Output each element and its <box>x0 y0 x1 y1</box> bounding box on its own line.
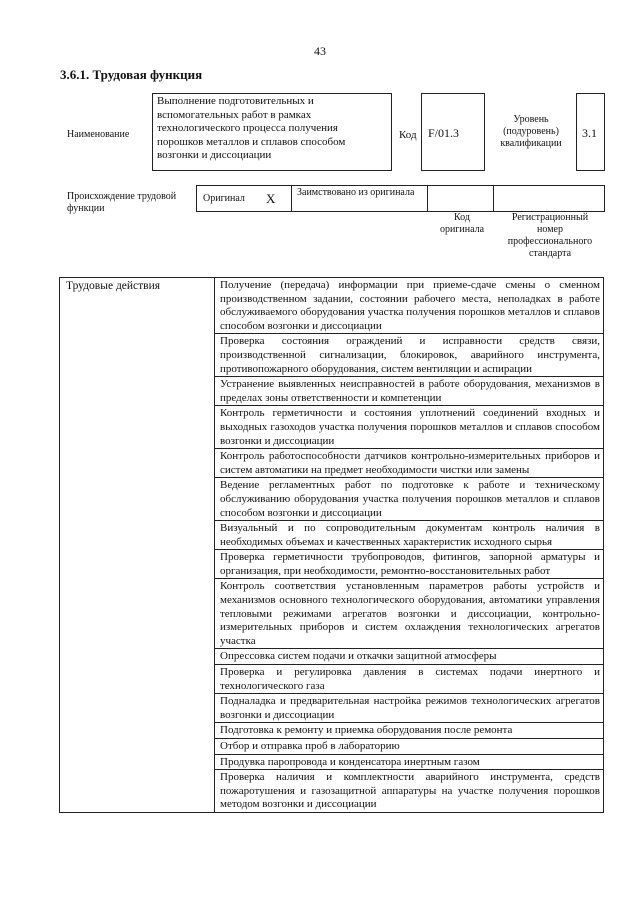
labor-action-item: Проверка и регулировка давления в системах подачи инертного и технологического газа <box>215 665 604 694</box>
labor-action-item: Подналадка и предварительная настройка режимов технологических агрегатов возгонки и диссоциации <box>215 694 604 723</box>
code-box <box>421 93 485 171</box>
name-label: Наименование <box>67 129 130 140</box>
labor-action-row <box>60 278 604 334</box>
original-label: Оригинал <box>203 193 245 204</box>
original-box <box>196 185 292 212</box>
labor-action-item: Ведение регламентных работ по подготовке к работе и техническому обслуживанию оборудования участка получения порошков металлов и сплавов способом возгонки и диссоциации <box>215 478 604 521</box>
labor-action-item: Проверка герметичности трубопроводов, фитингов, запорной арматуры и организация, при необходимости, ремонтно-восстановительных работ <box>215 550 604 579</box>
labor-action-item: Продувка паропровода и конденсатора инертным газом <box>215 754 604 770</box>
labor-action-item: Подготовка к ремонту и приемка оборудования после ремонта <box>215 723 604 739</box>
level-value: 3.1 <box>582 126 597 140</box>
labor-action-item: Контроль герметичности и состояния уплотнений соединений входных и выходных газоходов участка получения порошков металлов и сплавов способом возгонки и диссоциации <box>215 406 604 449</box>
code-value: F/01.3 <box>428 126 460 140</box>
level-box <box>576 93 605 171</box>
origin-label: Происхождение трудовой функции <box>67 191 177 214</box>
origin-code-caption: Код оригинала <box>439 212 485 235</box>
labor-action-item: Получение (передача) информации при приеме-сдаче смены о сменном производственном задании, состоянии рабочего места, неполадках в работе обслуживаемого оборудования участка получения порошков металлов и сплавов способом возгонки и диссоциации <box>215 278 604 334</box>
section-title: 3.6.1. Трудовая функция <box>60 67 203 82</box>
labor-actions-table <box>59 277 604 813</box>
labor-action-item: Визуальный и по сопроводительным документам контроль наличия в необходимых объемах и качественных характеристик исходного сырья <box>215 521 604 550</box>
labor-action-item: Отбор и отправка проб в лабораторию <box>215 739 604 755</box>
labor-action-item: Контроль работоспособности датчиков контрольно-измерительных приборов и систем автоматики на предмет необходимости чистки или замены <box>215 449 604 478</box>
original-mark: X <box>266 191 276 206</box>
labor-actions-body <box>60 278 604 813</box>
page-number: 43 <box>314 44 326 58</box>
registration-number-box <box>493 185 605 212</box>
registration-number-caption: Регистрационный номер профессионального стандарта <box>507 212 593 259</box>
labor-action-item: Проверка состояния ограждений и исправности средств связи, производственной сигнализации, блокировок, аварийного инструмента, противопожарного оборудования, систем вентиляции и аспирации <box>215 334 604 377</box>
function-name-box <box>152 93 392 171</box>
labor-action-item: Опрессовка систем подачи и откачки защитной атмосферы <box>215 649 604 665</box>
code-label: Код <box>399 129 417 141</box>
labor-action-item: Устранение выявленных неисправностей в работе оборудования, механизмов в пределах зоны ответственности и компетенции <box>215 377 604 406</box>
labor-action-item: Контроль соответствия установленным параметров работы устройств и механизмов основного технологического оборудования, автоматики управления тепловыми режимами агрегатов возгонки и диссоциации, контрольно-измерительных приборов и систем охлаждения технологических агрегатов участка <box>215 579 604 649</box>
labor-action-item: Проверка наличия и комплектности аварийного инструмента, средств пожаротушения и газозащитной аппаратуры на участке получения порошков методом возгонки и диссоциации <box>215 770 604 813</box>
origin-code-box <box>427 185 494 212</box>
function-name: Выполнение подготовительных и вспомогательных работ в рамках технологического процесса получения порошков металлов и сплавов способом возгонки и диссоциации <box>157 95 346 161</box>
level-label: Уровень (подуровень) квалификации <box>500 114 562 149</box>
labor-actions-heading: Трудовые действия <box>60 278 215 813</box>
borrowed-label: Заимствовано из оригинала <box>297 187 415 198</box>
borrowed-box <box>291 185 428 212</box>
